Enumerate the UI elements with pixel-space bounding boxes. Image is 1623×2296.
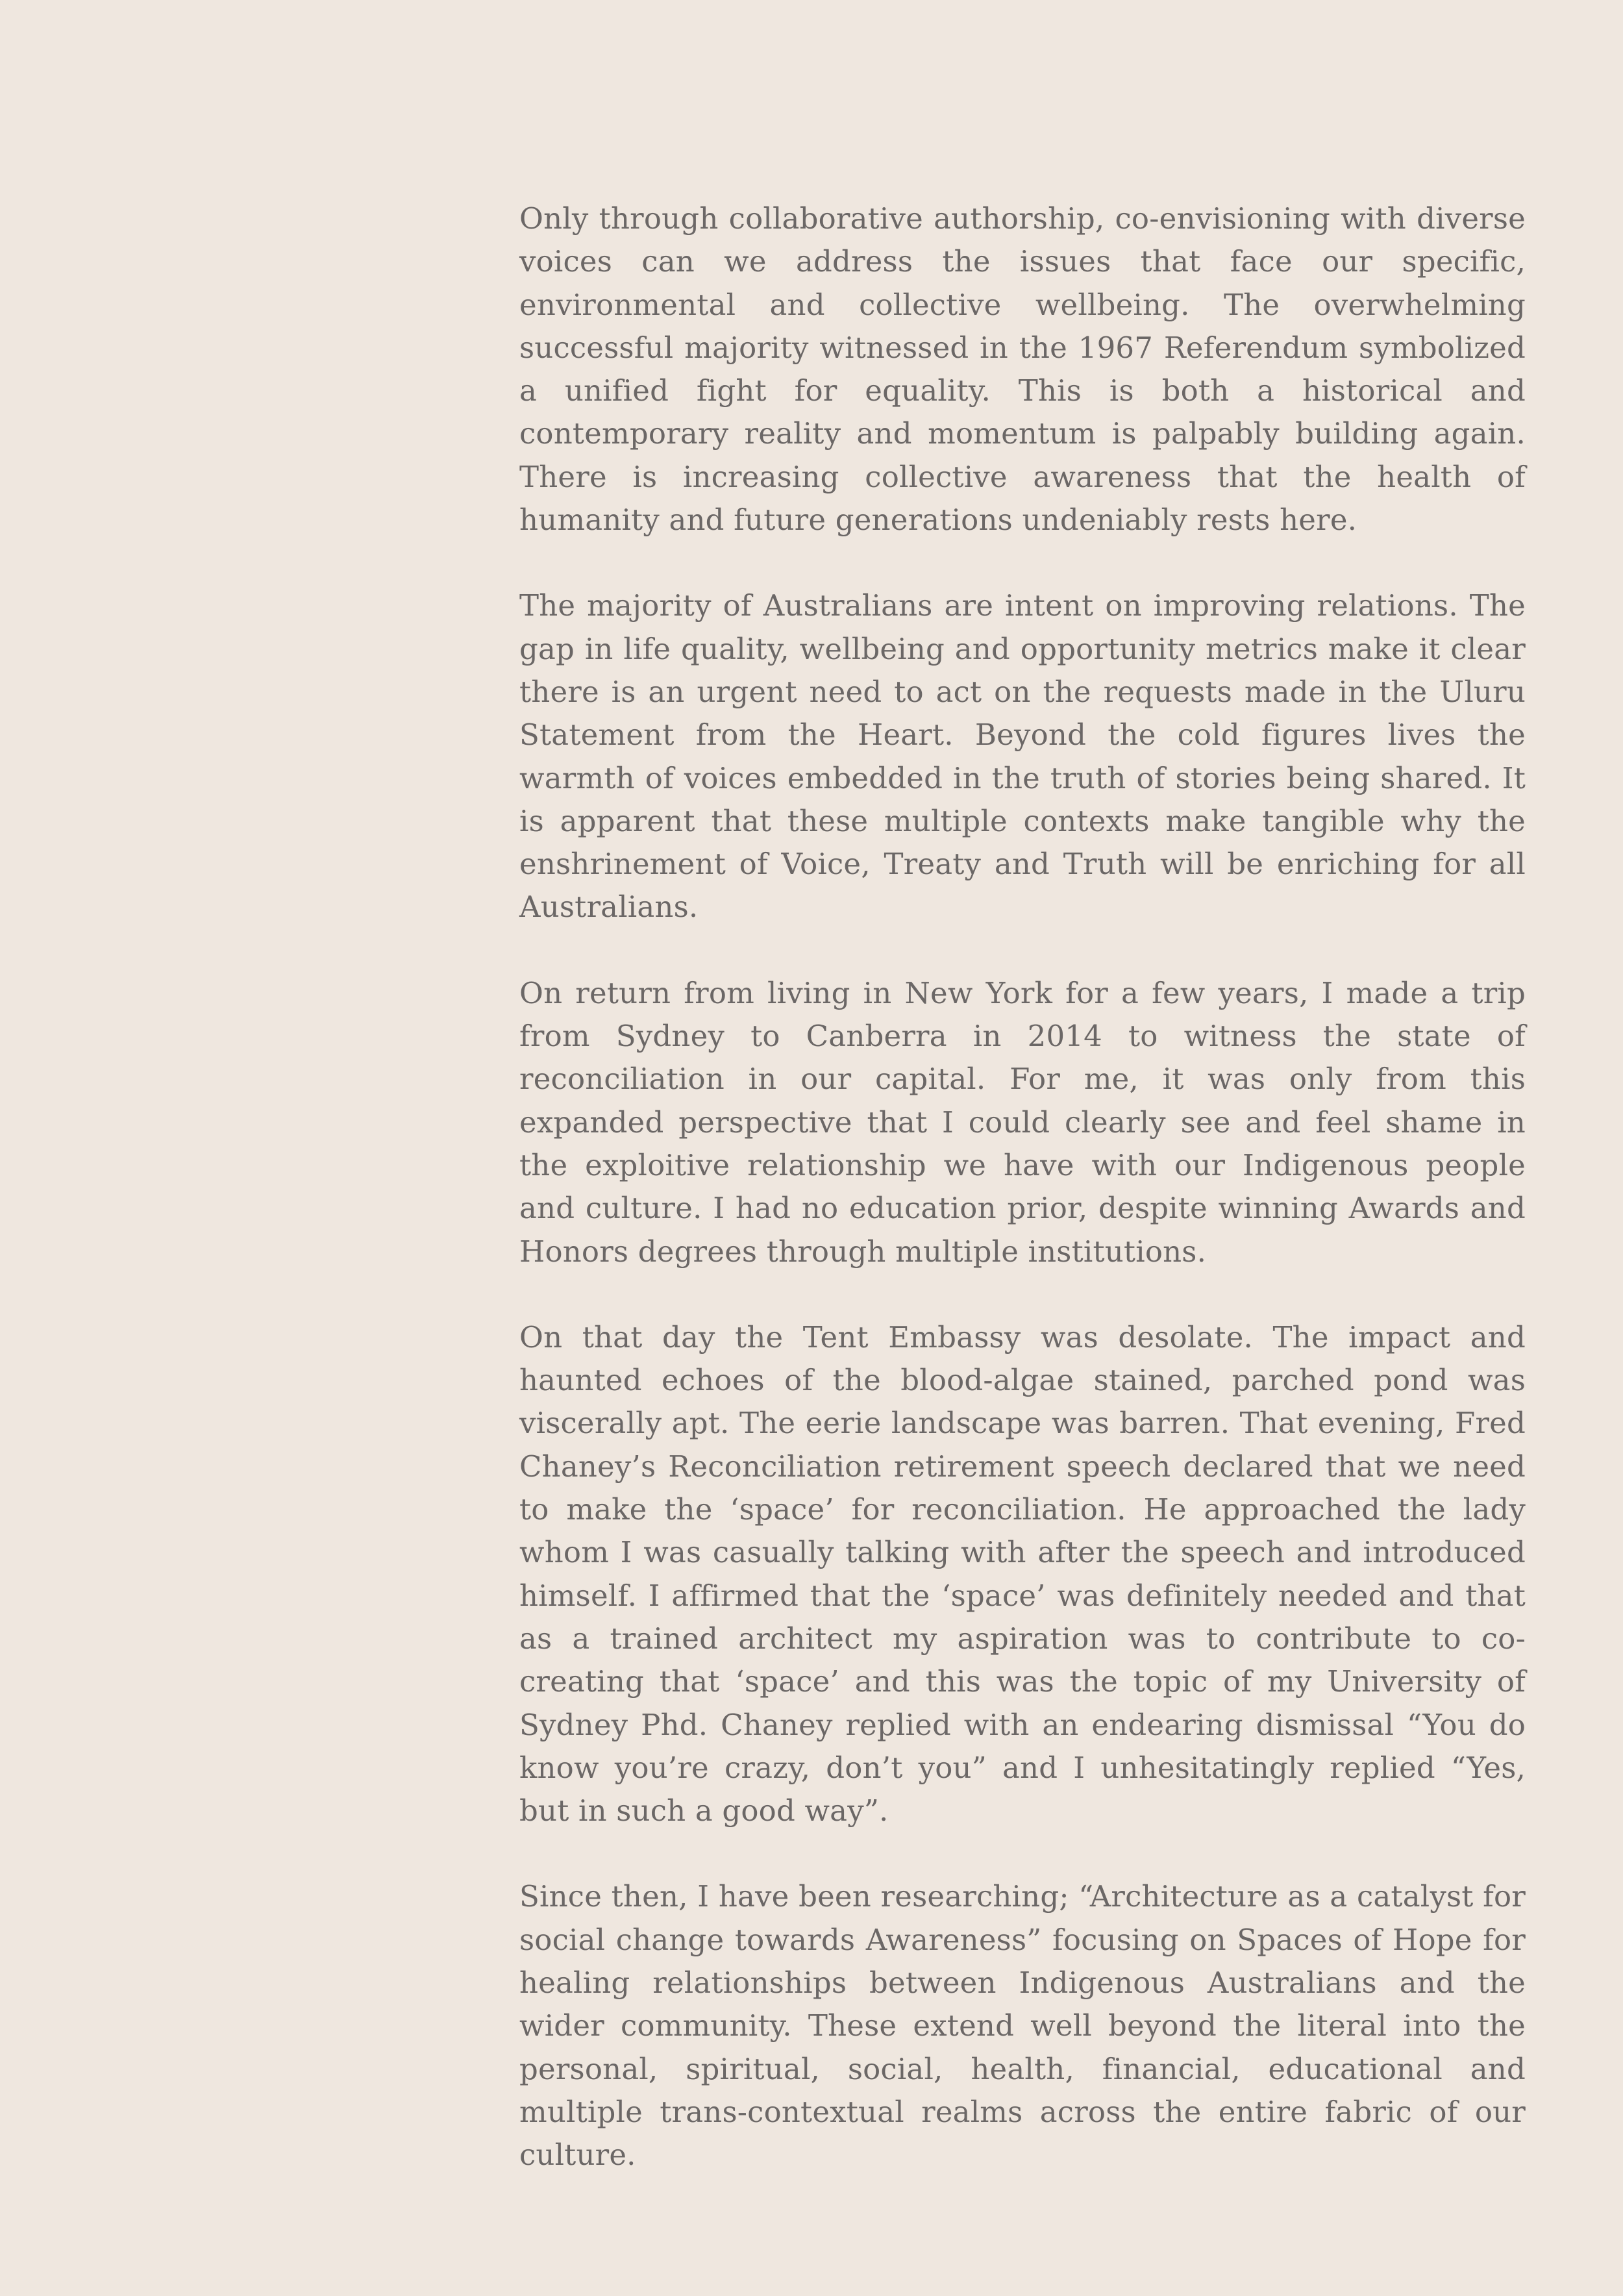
paragraph-trip-to-canberra: On return from living in New York for a few years, I made a trip from Sydney to Canberra in 2014 to witness the state of reconciliation in our capital. For me, it was only from this expanded perspective that I could clearly see and feel shame in the exploitive relationship we have with our Indigenous people and culture. I had no education prior, despite winning Awards and Honors degrees through multiple institutions. xyxy=(519,975,1526,1269)
paragraph-collaborative-authorship: Only through collaborative authorship, co-envisioning with diverse voices can we address the issues that face our specific, environmental and collective wellbeing. The overwhelming successful majority witnessed in the 1967 Referendum symbolized a unified fight for equality. This is both a historical and contemporary reality and momentum is palpably building again. There is increasing collective awareness that the health of humanity and future generations undeniably rests here. xyxy=(519,201,1526,538)
paragraph-tent-embassy: On that day the Tent Embassy was desolate. The impact and haunted echoes of the blood-algae stained, parched pond was viscerally apt. The eerie landscape was barren. That evening, Fred Chaney’s Reconciliation retirement speech declared that we need to make the ‘space’ for reconciliation. He approached the lady whom I was casually talking with after the speech and introduced himself. I affirmed that the ‘space’ was definitely needed and that as a trained architect my aspiration was to contribute to co-creating that ‘space’ and this was the topic of my University of Sydney Phd. Chaney replied with an endearing dismissal “You do know you’re crazy, don’t you” and I unhesitatingly replied “Yes, but in such a good way”. xyxy=(519,1319,1526,1828)
paragraph-research: Since then, I have been researching; “Architecture as a catalyst for social change towards Awareness” focusing on Spaces of Hope for healing relationships between Indigenous Australians and the wider community. These extend well beyond the literal into the personal, spiritual, social, health, financial, educational and multiple trans-contextual realms across the entire fabric of our culture. xyxy=(519,1879,1526,2173)
body-text-column xyxy=(519,197,1526,2219)
paragraph-improving-relations: The majority of Australians are intent on improving relations. The gap in life quality, wellbeing and opportunity metrics make it clear there is an urgent need to act on the requests made in the Uluru Statement from the Heart. Beyond the cold figures lives the warmth of voices embedded in the truth of stories being shared. It is apparent that these multiple contexts make tangible why the enshrinement of Voice, Treaty and Truth will be enriching for all Australians. xyxy=(519,588,1526,925)
